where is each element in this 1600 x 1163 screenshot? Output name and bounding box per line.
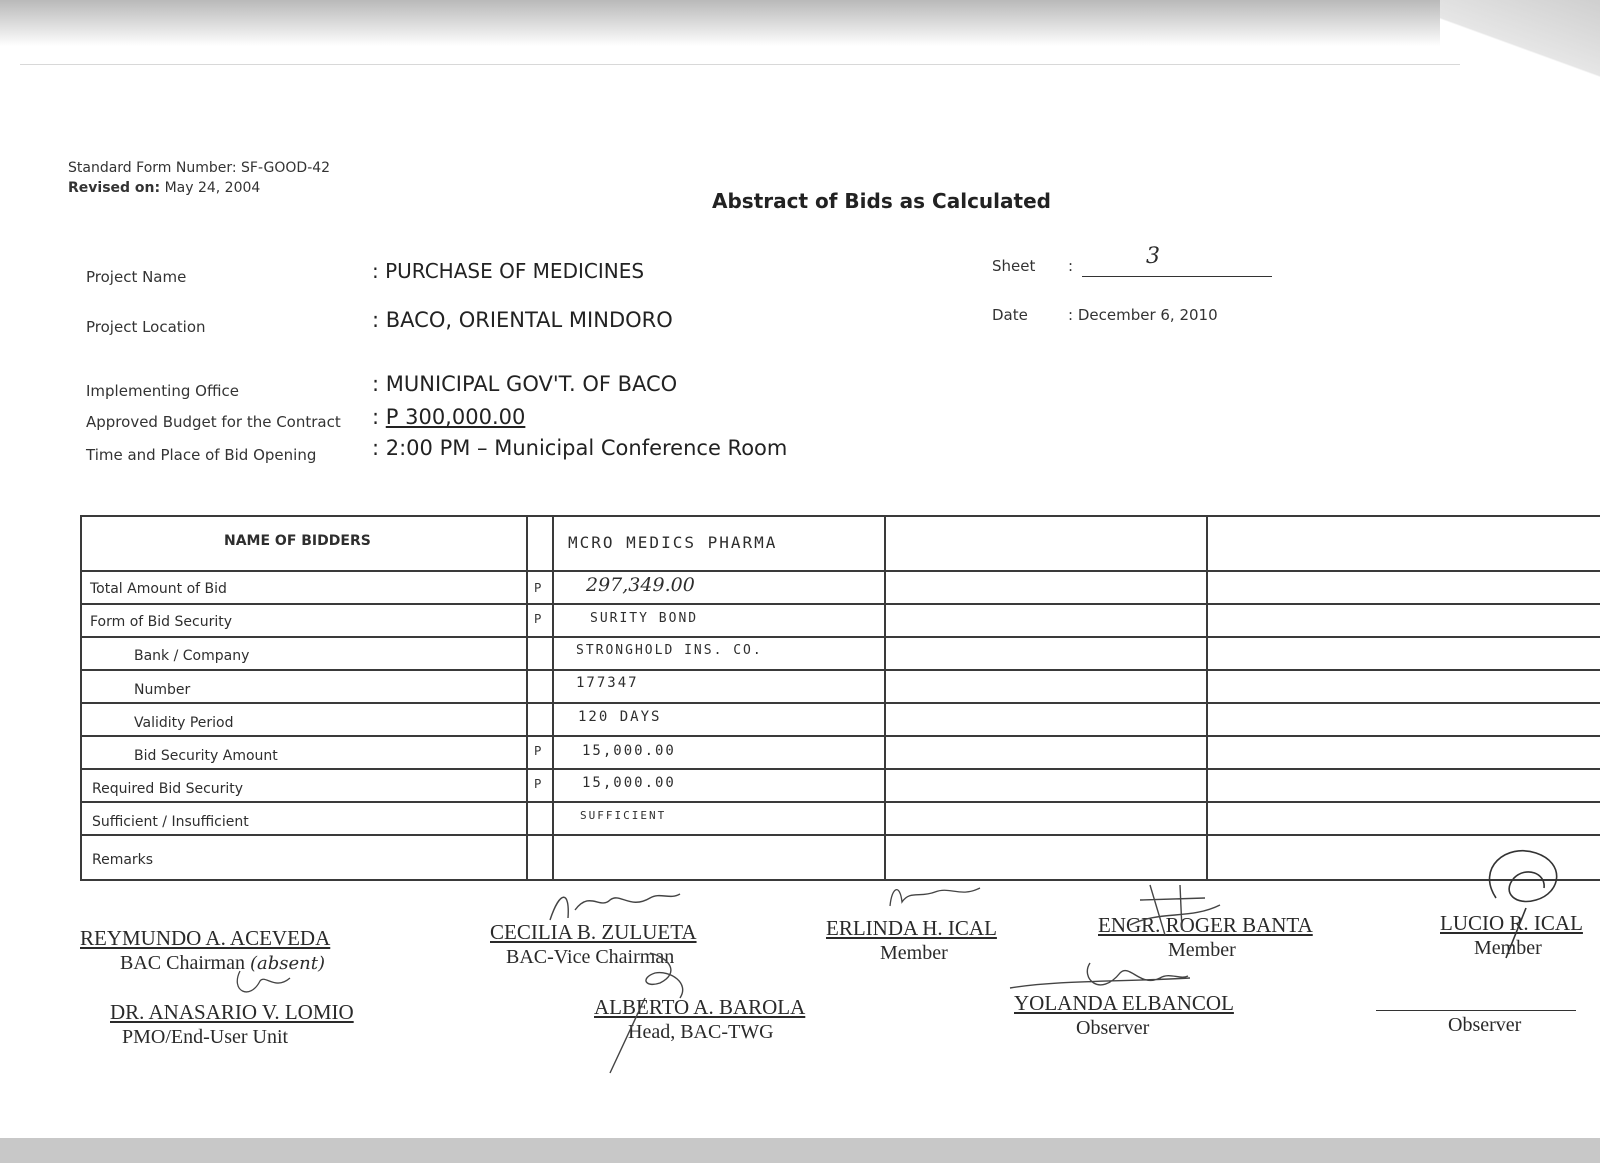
table-line: [1206, 515, 1208, 881]
peso-symbol: P: [534, 777, 542, 791]
table-line: [80, 603, 1600, 605]
signatory-name: ALBERTO A. BAROLA: [594, 995, 806, 1019]
value-number: 177347: [576, 675, 639, 691]
value-required-bid-security: 15,000.00: [582, 775, 676, 791]
signatory-role: BAC-Vice Chairman: [506, 946, 675, 968]
revised-date: May 24, 2004: [164, 180, 261, 196]
table-line: [80, 515, 82, 881]
revised-label: Revised on:: [68, 180, 161, 196]
scan-shadow-top: [0, 0, 1460, 46]
table-line: [526, 515, 528, 881]
signatory-role-text: BAC Chairman: [120, 952, 245, 974]
table-line: [80, 735, 1600, 737]
approved-budget-label: Approved Budget for the Contract: [86, 413, 341, 431]
sheet-label: Sheet: [992, 257, 1036, 275]
signatory-role: Member: [1168, 939, 1236, 961]
date-value: : December 6, 2010: [1068, 306, 1218, 324]
row-label-sufficient-insufficient: Sufficient / Insufficient: [92, 814, 249, 830]
peso-symbol: P: [534, 612, 542, 626]
table-line: [80, 636, 1600, 638]
scan-folded-corner: [1440, 0, 1600, 110]
value-bank-company: STRONGHOLD INS. CO.: [576, 643, 763, 658]
signatory-name: DR. ANASARIO V. LOMIO: [110, 1000, 354, 1024]
date-label: Date: [992, 306, 1028, 324]
sheet-underline: [1082, 276, 1272, 277]
signatory-role: Member: [880, 942, 948, 964]
table-line: [80, 669, 1600, 671]
implementing-office-label: Implementing Office: [86, 382, 239, 400]
project-name-label: Project Name: [86, 268, 187, 286]
row-label-bid-security-amount: Bid Security Amount: [134, 748, 278, 764]
peso-symbol: P: [534, 581, 542, 595]
project-location-value: : BACO, ORIENTAL MINDORO: [372, 308, 673, 332]
signatory-role: Member: [1474, 937, 1542, 959]
value-bid-security-amount: 15,000.00: [582, 743, 676, 759]
table-line: [80, 570, 1600, 572]
row-label-remarks: Remarks: [92, 852, 154, 868]
bid-opening-value: : 2:00 PM – Municipal Conference Room: [372, 436, 788, 460]
signatory-role: Head, BAC-TWG: [628, 1021, 774, 1043]
project-location-label: Project Location: [86, 318, 206, 336]
signatory-role: Observer: [1076, 1017, 1150, 1039]
signatory-role: Observer: [1448, 1014, 1522, 1036]
approved-budget-value: [372, 405, 525, 429]
signature-scribble: [600, 948, 710, 1078]
signature-scribble: [1110, 880, 1230, 940]
signature-scribble: [220, 966, 310, 1006]
signature-scribble: [1000, 958, 1200, 1008]
signatory-note: (absent): [250, 953, 326, 974]
table-line: [80, 801, 1600, 803]
project-name-value: : PURCHASE OF MEDICINES: [372, 259, 645, 283]
scan-shadow-bottom: [0, 1138, 1600, 1163]
form-revision: [68, 180, 260, 196]
table-line: [884, 515, 886, 881]
row-label-form-of-bid-security: Form of Bid Security: [90, 614, 232, 630]
signatory-name: LUCIO R. ICAL: [1440, 911, 1583, 935]
peso-symbol: P: [534, 744, 542, 758]
signatory-name: YOLANDA ELBANCOL: [1014, 991, 1234, 1015]
row-label-total-amount: Total Amount of Bid: [90, 581, 227, 597]
signature-scribble: [540, 880, 700, 930]
value-sufficient-insufficient: SUFFICIENT: [580, 809, 667, 822]
scan-artifact-line: [20, 64, 1460, 65]
bids-table: [80, 515, 1600, 900]
table-line: [552, 515, 554, 881]
sheet-number: 3: [1146, 244, 1160, 269]
value-total-amount: 297,349.00: [586, 574, 695, 596]
table-line: [80, 515, 1600, 517]
value-validity-period: 120 DAYS: [578, 709, 662, 725]
row-label-validity-period: Validity Period: [134, 715, 234, 731]
row-label-number: Number: [134, 682, 191, 698]
observer-signature-line: [1376, 1010, 1576, 1011]
signatory-name: ENGR. ROGER BANTA: [1098, 913, 1313, 937]
table-line: [80, 768, 1600, 770]
table-line: [80, 834, 1600, 836]
table-line: [80, 702, 1600, 704]
sheet-colon: :: [1068, 257, 1074, 275]
signatory-role: PMO/End-User Unit: [122, 1026, 289, 1048]
signatory-name: CECILIA B. ZULUETA: [490, 920, 697, 944]
table-line: [80, 879, 1600, 881]
document-title: Abstract of Bids as Calculated: [712, 189, 1051, 213]
approved-budget-colon: :: [372, 405, 380, 429]
form-number: Standard Form Number: SF-GOOD-42: [68, 160, 331, 176]
signatory-name: ERLINDA H. ICAL: [826, 916, 997, 940]
bidder-name: MCRO MEDICS PHARMA: [568, 533, 778, 552]
bid-opening-label: Time and Place of Bid Opening: [86, 446, 317, 464]
implementing-office-value: : MUNICIPAL GOV'T. OF BACO: [372, 372, 678, 396]
signatory-name: REYMUNDO A. ACEVEDA: [80, 926, 331, 950]
row-label-bank-company: Bank / Company: [134, 648, 250, 664]
signature-scribble: [1466, 838, 1586, 938]
signature-scribble: [880, 876, 1000, 916]
value-form-of-bid-security: SURITY BOND: [590, 611, 699, 626]
row-label-required-bid-security: Required Bid Security: [92, 781, 244, 797]
approved-budget-amount: P 300,000.00: [385, 405, 526, 429]
header-name-of-bidders: NAME OF BIDDERS: [224, 533, 371, 549]
